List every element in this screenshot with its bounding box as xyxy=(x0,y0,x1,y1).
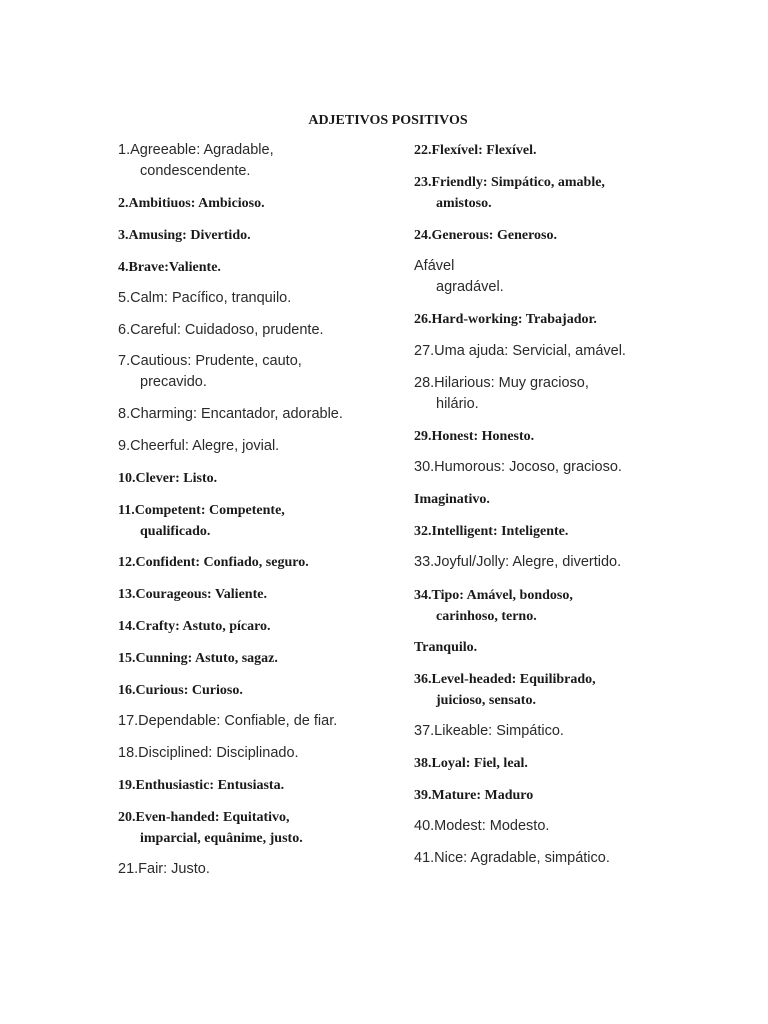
adjective-entry xyxy=(414,341,626,362)
entry-continuation: hilário. xyxy=(436,396,479,412)
adjective-entry xyxy=(118,859,210,880)
entry-text: 32.Intelligent: Inteligente. xyxy=(414,524,569,539)
adjective-entry xyxy=(414,140,536,161)
adjective-entry xyxy=(118,743,299,764)
adjective-entry xyxy=(118,584,267,605)
adjective-entry xyxy=(414,721,564,742)
page-title: ADJETIVOS POSITIVOS xyxy=(308,113,468,128)
entry-text: 2.Ambitiuos: Ambicioso. xyxy=(118,196,265,211)
entry-text: 10.Clever: Listo. xyxy=(118,471,218,486)
adjective-entry xyxy=(118,140,274,182)
adjective-entry xyxy=(118,288,291,309)
entry-text: 26.Hard-working: Trabajador. xyxy=(414,312,597,327)
entry-text: 33.Joyful/Jolly: Alegre, divertido. xyxy=(414,554,622,570)
entry-continuation: qualificado. xyxy=(140,524,211,539)
entry-text: 19.Enthusiastic: Entusiasta. xyxy=(118,778,285,793)
entry-text: 22.Flexível: Flexível. xyxy=(414,143,537,158)
entry-text: 11.Competent: Competente, xyxy=(118,503,285,518)
adjective-entry xyxy=(118,552,309,573)
adjective-entry xyxy=(118,500,285,542)
entry-text: 9.Cheerful: Alegre, jovial. xyxy=(118,438,280,454)
adjective-entry xyxy=(414,373,589,415)
entry-text: Afável xyxy=(414,258,455,274)
adjective-entry xyxy=(118,775,284,796)
entry-text: 5.Calm: Pacífico, tranquilo. xyxy=(118,290,292,306)
entry-text: 21.Fair: Justo. xyxy=(118,861,210,877)
adjective-entry xyxy=(118,351,302,393)
entry-text: 29.Honest: Honesto. xyxy=(414,429,535,444)
adjective-entry xyxy=(118,436,279,457)
entry-text: 36.Level-headed: Equilibrado, xyxy=(414,672,596,687)
adjective-entry xyxy=(414,521,568,542)
entry-continuation: juicioso, sensato. xyxy=(436,693,536,708)
adjective-entry xyxy=(118,616,271,637)
entry-text: 18.Disciplined: Disciplinado. xyxy=(118,745,299,761)
entry-continuation: imparcial, equânime, justo. xyxy=(140,831,303,846)
entry-text: 17.Dependable: Confiable, de fiar. xyxy=(118,713,338,729)
entry-text: 3.Amusing: Divertido. xyxy=(118,228,251,243)
adjective-entry xyxy=(118,225,251,246)
entry-text: 39.Mature: Maduro xyxy=(414,788,534,803)
entry-text: 13.Courageous: Valiente. xyxy=(118,587,267,602)
entry-text: 12.Confident: Confiado, seguro. xyxy=(118,555,309,570)
entry-text: 6.Careful: Cuidadoso, prudente. xyxy=(118,322,324,338)
adjective-entry xyxy=(118,404,343,425)
adjective-entry xyxy=(414,753,528,774)
entry-text: 14.Crafty: Astuto, pícaro. xyxy=(118,619,271,634)
entry-text: 20.Even-handed: Equitativo, xyxy=(118,810,290,825)
adjective-entry xyxy=(414,256,504,298)
entry-continuation: amistoso. xyxy=(436,196,492,211)
adjective-entry xyxy=(118,711,337,732)
adjective-entry xyxy=(414,785,533,806)
entry-continuation: condescendente. xyxy=(140,163,251,179)
entry-continuation: agradável. xyxy=(436,279,504,295)
entry-continuation: carinhoso, terno. xyxy=(436,609,537,624)
adjective-entry xyxy=(118,468,217,489)
adjective-entry xyxy=(414,426,534,447)
adjective-entry xyxy=(118,807,303,849)
entry-continuation: precavido. xyxy=(140,374,207,390)
entry-text: 34.Tipo: Amável, bondoso, xyxy=(414,588,573,603)
entry-text: 23.Friendly: Simpático, amable, xyxy=(414,175,605,190)
entry-text: 7.Cautious: Prudente, cauto, xyxy=(118,353,302,369)
adjective-entry xyxy=(118,193,265,214)
adjective-entry xyxy=(414,637,477,658)
adjective-entry xyxy=(414,457,622,478)
entry-text: Tranquilo. xyxy=(414,640,478,655)
adjective-entry xyxy=(414,669,596,711)
adjective-entry xyxy=(414,309,597,330)
entry-text: 40.Modest: Modesto. xyxy=(414,818,550,834)
entry-text: Imaginativo. xyxy=(414,492,490,507)
entry-text: 41.Nice: Agradable, simpático. xyxy=(414,850,610,866)
adjective-entry xyxy=(414,172,605,214)
adjective-entry xyxy=(118,680,243,701)
entry-text: 4.Brave:Valiente. xyxy=(118,260,221,275)
entry-text: 1.Agreeable: Agradable, xyxy=(118,142,274,158)
entry-text: 30.Humorous: Jocoso, gracioso. xyxy=(414,459,622,475)
adjective-entry xyxy=(118,320,324,341)
adjective-entry xyxy=(118,257,221,278)
adjective-entry xyxy=(118,648,278,669)
entry-text: 27.Uma ajuda: Servicial, amável. xyxy=(414,343,626,359)
entry-text: 38.Loyal: Fiel, leal. xyxy=(414,756,528,771)
entry-text: 37.Likeable: Simpático. xyxy=(414,723,564,739)
entry-text: 8.Charming: Encantador, adorable. xyxy=(118,406,343,422)
entry-text: 16.Curious: Curioso. xyxy=(118,683,243,698)
adjective-entry xyxy=(414,848,610,869)
adjective-entry xyxy=(414,816,549,837)
adjective-entry xyxy=(414,225,557,246)
adjective-entry xyxy=(414,585,573,627)
adjective-entry xyxy=(414,552,621,573)
entry-text: 28.Hilarious: Muy gracioso, xyxy=(414,375,589,391)
entry-text: 15.Cunning: Astuto, sagaz. xyxy=(118,651,278,666)
adjective-entry xyxy=(414,489,490,510)
entry-text: 24.Generous: Generoso. xyxy=(414,228,557,243)
